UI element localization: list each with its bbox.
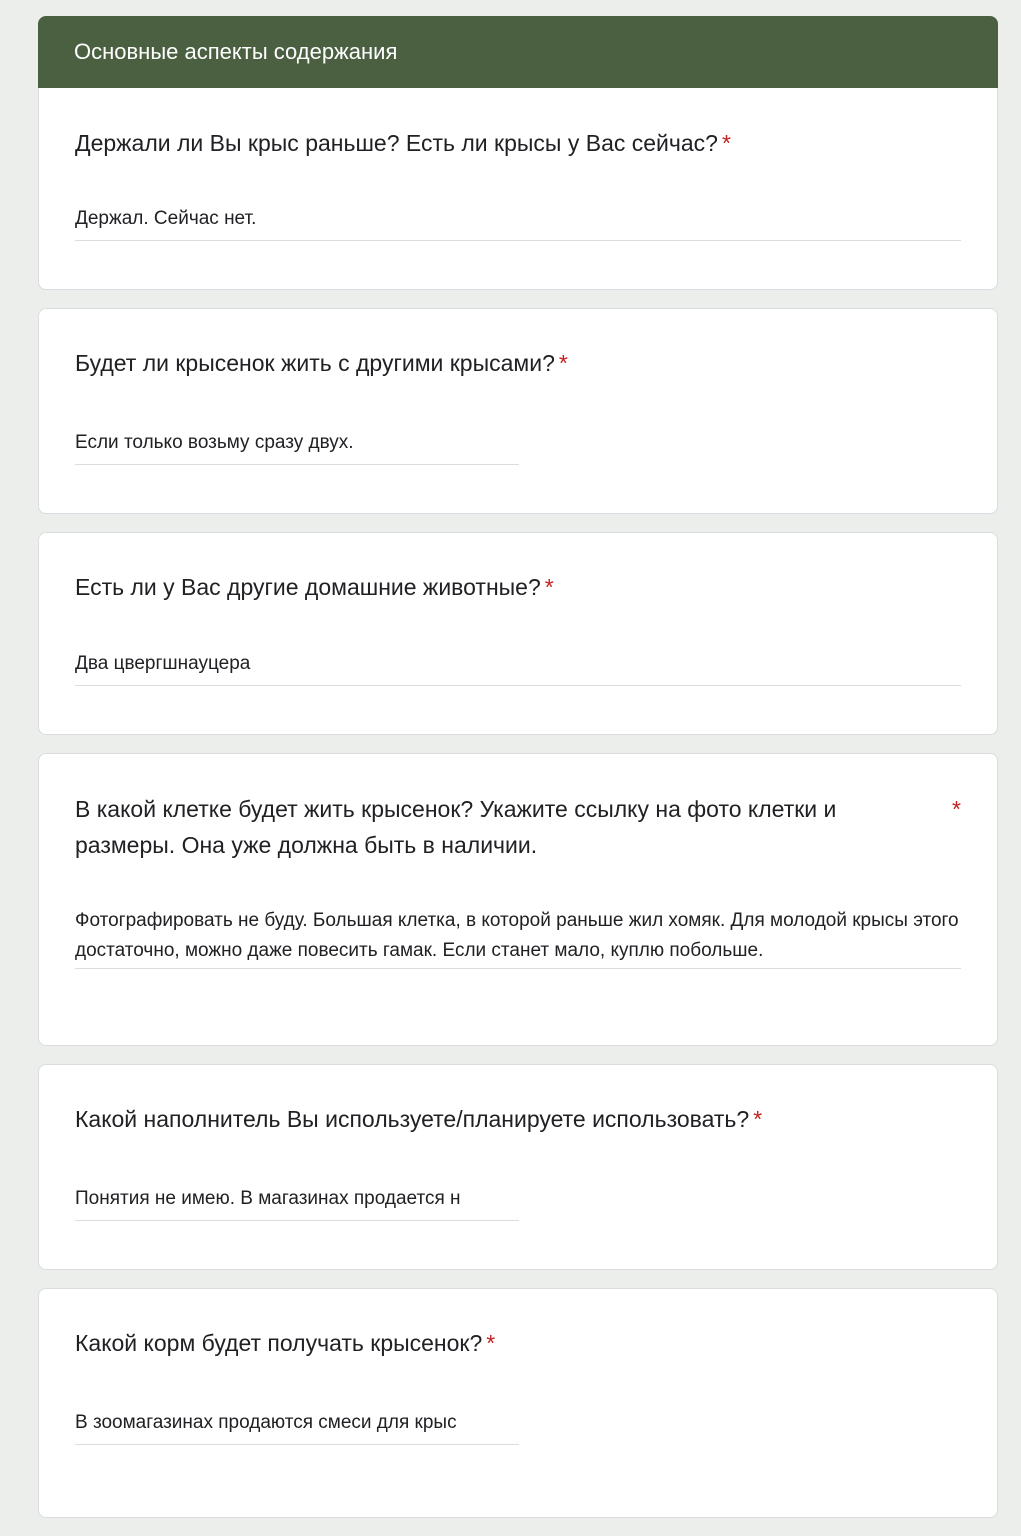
form — [38, 16, 998, 1536]
answer-field[interactable]: Два цвергшнауцера — [75, 649, 961, 686]
required-asterisk: * — [544, 574, 554, 600]
question-card — [38, 88, 998, 290]
question-card — [38, 1064, 998, 1270]
required-asterisk: * — [721, 130, 731, 156]
question-text: Какой наполнитель Вы используете/планируете использовать? — [75, 1106, 750, 1132]
question-card — [38, 308, 998, 514]
answer-field[interactable]: Фотографировать не буду. Большая клетка, в которой раньше жил хомяк. Для молодой крысы этого достаточно, можно даже повесить гамак. Если станет мало, куплю побольше. — [75, 906, 961, 969]
required-asterisk: * — [558, 350, 568, 376]
answer-field[interactable]: В зоомагазинах продаются смеси для крыс — [75, 1408, 519, 1445]
section-header: Основные аспекты содержания — [38, 16, 998, 88]
question-text: Держали ли Вы крыс раньше? Есть ли крысы у Вас сейчас? — [75, 130, 718, 156]
question-text: Есть ли у Вас другие домашние животные? — [75, 574, 541, 600]
required-asterisk: * — [952, 796, 961, 822]
question-card — [38, 1288, 998, 1518]
question-title — [75, 1325, 961, 1361]
question-title — [75, 345, 961, 381]
answer-field[interactable]: Если только возьму сразу двух. — [75, 428, 519, 465]
answer-field[interactable]: Понятия не имею. В магазинах продается н — [75, 1184, 519, 1221]
question-title — [75, 569, 961, 605]
question-text: Какой корм будет получать крысенок? — [75, 1330, 483, 1356]
question-text: Будет ли крысенок жить с другими крысами? — [75, 350, 555, 376]
required-asterisk: * — [486, 1330, 496, 1356]
required-asterisk: * — [753, 1106, 763, 1132]
question-card — [38, 532, 998, 735]
answer-field[interactable]: Держал. Сейчас нет. — [75, 204, 961, 241]
question-card — [38, 753, 998, 1046]
question-text: В какой клетке будет жить крысенок? Укажите ссылку на фото клетки и размеры. Она уже должна быть в наличии. — [75, 796, 837, 858]
question-title — [75, 791, 961, 863]
question-title — [75, 125, 961, 161]
question-title — [75, 1101, 961, 1137]
